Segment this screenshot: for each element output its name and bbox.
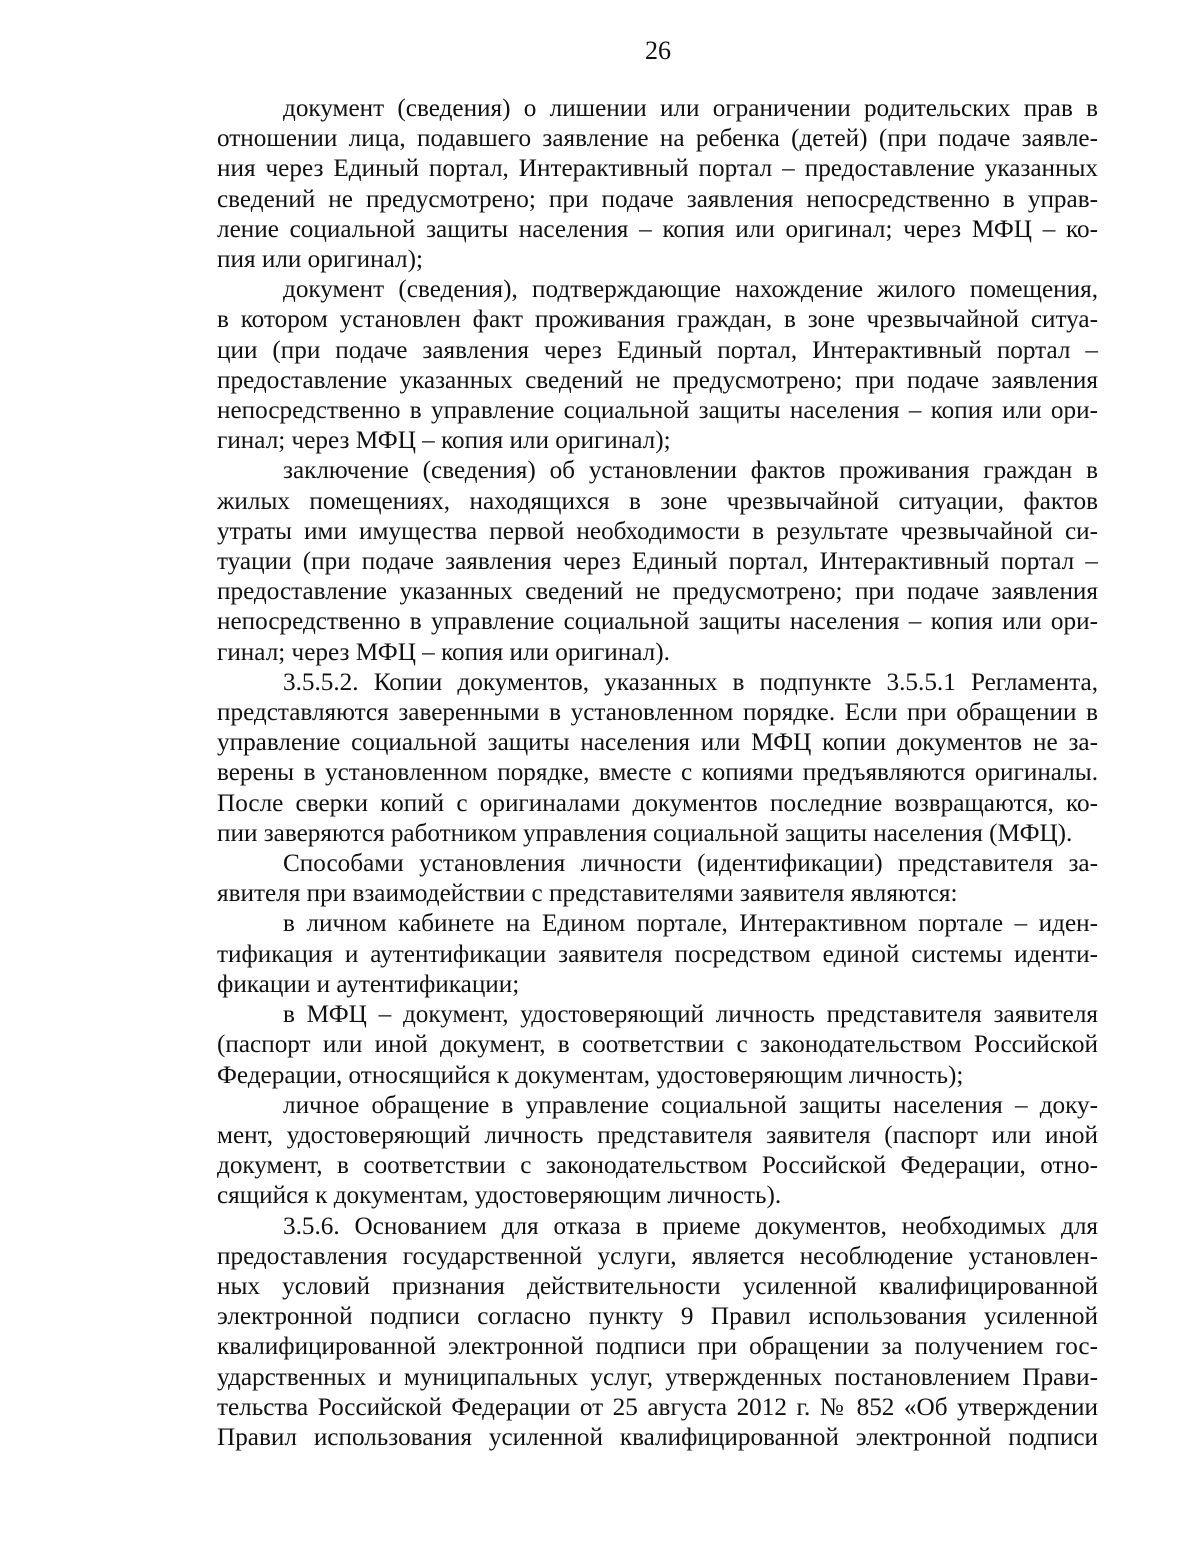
text-line: пии заверяются работником управления социальной защиты населения (МФЦ). <box>217 819 1073 847</box>
text-line: тификация и аутентификации заявителя посредством единой системы иденти- <box>217 940 1098 968</box>
text-line: ударственных и муниципальных услуг, утвержденных постановлением Прави- <box>217 1363 1098 1391</box>
text-line: Федерации, относящийся к документам, удостоверяющим личность); <box>217 1061 964 1089</box>
text-line: 3.5.6. Основанием для отказа в приеме документов, необходимых для <box>283 1212 1098 1240</box>
paragraph <box>217 909 1098 1000</box>
text-line: ния через Единый портал, Интерактивный портал – предоставление указанных <box>217 155 1098 183</box>
paragraph <box>217 456 1098 667</box>
text-line: гинал; через МФЦ – копия или оригинал); <box>217 427 671 455</box>
text-line: предоставление указанных сведений не предусмотрено; при подаче заявления <box>217 578 1098 606</box>
text-line: управление социальной защиты населения или МФЦ копии документов не за- <box>217 729 1098 757</box>
text-line: верены в установленном порядке, вместе с копиями предъявляются оригиналы. <box>217 759 1098 787</box>
text-line: явителя при взаимодействии с представителями заявителя являются: <box>217 880 958 908</box>
text-line: представляются заверенными в установленном порядке. Если при обращении в <box>217 699 1098 727</box>
page-number: 26 <box>645 36 671 65</box>
text-line: предоставления государственной услуги, является несоблюдение установлен- <box>217 1242 1098 1270</box>
paragraph <box>217 849 1098 909</box>
text-line: утраты ими имущества первой необходимости в результате чрезвычайной си- <box>217 517 1098 545</box>
text-line: сящийся к документам, удостоверяющим личность). <box>217 1182 782 1210</box>
text-line: тельства Российской Федерации от 25 августа 2012 г. № 852 «Об утверждении <box>217 1393 1098 1421</box>
text-line: Способами установления личности (идентификации) представителя за- <box>283 850 1098 878</box>
text-line: электронной подписи согласно пункту 9 Правил использования усиленной <box>217 1303 1098 1331</box>
text-line: в МФЦ – документ, удостоверяющий личность представителя заявителя <box>283 1001 1098 1029</box>
text-line: мент, удостоверяющий личность представителя заявителя (паспорт или иной <box>217 1121 1098 1149</box>
text-line: документ, в соответствии с законодательством Российской Федерации, отно- <box>217 1152 1098 1180</box>
text-line: туации (при подаче заявления через Единый портал, Интерактивный портал – <box>217 548 1098 576</box>
text-line: гинал; через МФЦ – копия или оригинал). <box>217 638 670 666</box>
text-line: ление социальной защиты населения – копия или оригинал; через МФЦ – ко- <box>217 215 1098 243</box>
text-line: документ (сведения), подтверждающие нахождение жилого помещения, <box>283 276 1098 304</box>
text-line: заключение (сведения) об установлении фактов проживания граждан в <box>283 457 1098 485</box>
paragraph <box>217 1000 1098 1091</box>
text-line: ных условий признания действительности усиленной квалифицированной <box>217 1272 1098 1300</box>
text-line: документ (сведения) о лишении или ограничении родительских прав в <box>283 95 1098 122</box>
text-line: в личном кабинете на Едином портале, Интерактивном портале – иден- <box>283 910 1098 938</box>
paragraph <box>217 94 1098 275</box>
text-line: в котором установлен факт проживания граждан, в зоне чрезвычайной ситуа- <box>217 306 1098 334</box>
text-line: квалифицированной электронной подписи при обращении за получением гос- <box>217 1333 1098 1361</box>
text-line: непосредственно в управление социальной защиты населения – копия или ори- <box>217 608 1098 636</box>
text-line: После сверки копий с оригиналами документов последние возвращаются, ко- <box>217 789 1098 817</box>
text-line: личное обращение в управление социальной защиты населения – доку- <box>283 1091 1098 1119</box>
text-line: отношении лица, подавшего заявление на ребенка (детей) (при подаче заявле- <box>217 125 1098 153</box>
paragraph <box>217 1212 1098 1454</box>
paragraph <box>217 1091 1098 1212</box>
paragraph <box>217 668 1098 849</box>
text-line: 3.5.5.2. Копии документов, указанных в подпункте 3.5.5.1 Регламента, <box>283 668 1098 696</box>
text-line: ции (при подаче заявления через Единый портал, Интерактивный портал – <box>217 336 1098 364</box>
text-line: Правил использования усиленной квалифицированной электронной подписи <box>217 1423 1098 1451</box>
text-line: (паспорт или иной документ, в соответствии с законодательством Российской <box>217 1031 1098 1059</box>
text-line: жилых помещениях, находящихся в зоне чрезвычайной ситуации, фактов <box>217 487 1098 515</box>
document-body <box>217 94 1098 1453</box>
text-line: предоставление указанных сведений не предусмотрено; при подаче заявления <box>217 366 1098 394</box>
text-line: сведений не предусмотрено; при подаче заявления непосредственно в управ- <box>217 185 1098 213</box>
text-line: пия или оригинал); <box>217 246 423 274</box>
paragraph <box>217 275 1098 456</box>
text-line: непосредственно в управление социальной защиты населения – копия или ори- <box>217 397 1098 425</box>
text-line: фикации и аутентификации; <box>217 970 520 998</box>
